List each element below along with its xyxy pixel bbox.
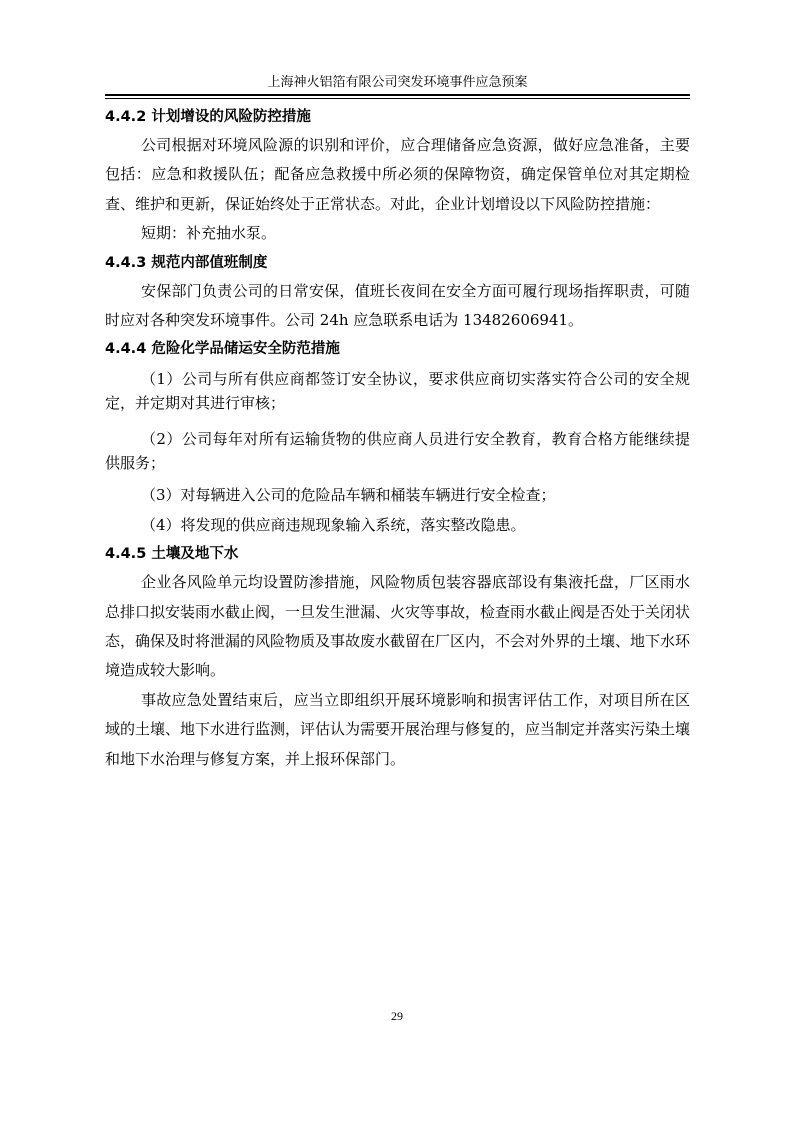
list-item: （3）对每辆进入公司的危险品车辆和桶装车辆进行安全检查；: [141, 486, 556, 505]
document-body: [105, 103, 690, 774]
paragraph: 企业各风险单元均设置防渗措施，风险物质包装容器底部设有集液托盘，厂区雨水总排口拟安装雨水截止阀，一旦发生泄漏、火灾等事故，检查雨水截止阀是否处于关闭状态，确保及时将泄漏的风险物质及事故废水截留在厂区内，不会对外界的土壤、地下水环境造成较大影响。: [105, 573, 691, 680]
section-heading-4-4-2: 4.4.2 计划增设的风险防控措施: [105, 109, 311, 125]
header-rule: [105, 94, 690, 96]
paragraph: 安保部门负责公司的日常安保，值班长夜间在安全方面可履行现场指挥职责，可随时应对各种突发环境事件。公司 24h 应急联系电话为 13482606941。: [105, 281, 690, 330]
page-number: 29: [391, 1009, 403, 1023]
list-item: （4）将发现的供应商违规现象输入系统，落实整改隐患。: [141, 515, 526, 534]
header-rule-thin: [105, 98, 690, 99]
list-item: （1）公司与所有供应商都签订安全协议，要求供应商切实落实符合公司的安全规定，并定期对其进行审核；: [105, 370, 690, 413]
paragraph: 公司根据对环境风险源的识别和评价，应合理储备应急资源，做好应急准备，主要包括：应急和救援队伍；配备应急救援中所必须的保障物资，确定保管单位对其定期检查、维护和更新，保证始终处于正常状态。对此，企业计划增设以下风险防控措施：: [105, 136, 690, 213]
section-heading-4-4-4: 4.4.4 危险化学品储运安全防范措施: [105, 341, 340, 358]
page-header: 上海神火铝箔有限公司突发环境事件应急预案: [267, 75, 528, 90]
paragraph: 事故应急处置结束后，应当立即组织开展环境影响和损害评估工作，对项目所在区域的土壤、地下水进行监测，评估认为需要开展治理与修复的，应当制定并落实污染土壤和地下水治理与修复方案，并上报环保部门。: [105, 690, 691, 768]
section-heading-4-4-5: 4.4.5 土壤及地下水: [105, 546, 239, 563]
section-heading-4-4-3: 4.4.3 规范内部值班制度: [105, 254, 268, 271]
paragraph: 短期：补充抽水泵。: [141, 224, 277, 243]
list-item: （2）公司每年对所有运输货物的供应商人员进行安全教育，教育合格方能继续提供服务；: [105, 430, 690, 473]
